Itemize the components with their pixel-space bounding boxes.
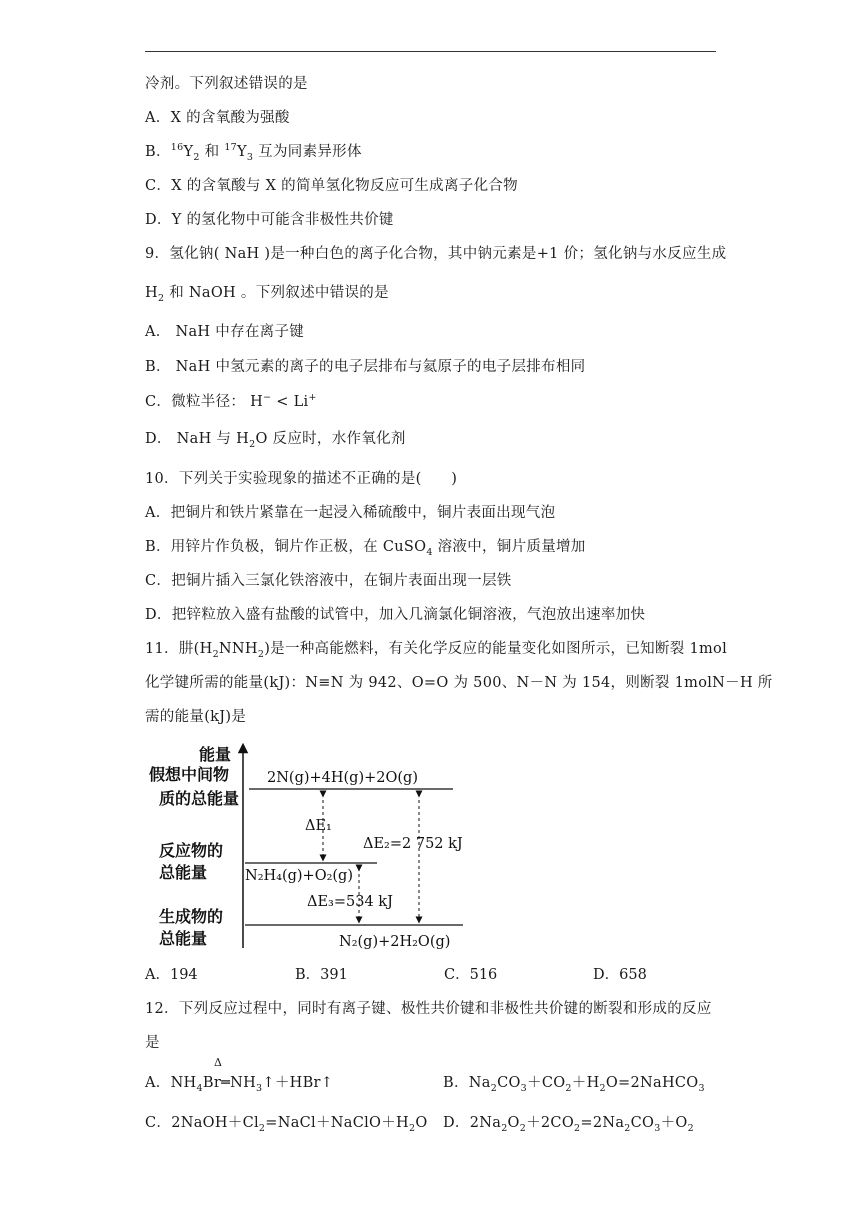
q12-option-c: C．$2NaOH+Cl_2=NaCl+NaClO+H_2O$ [145, 1115, 428, 1134]
q11-stem-line1: 11．肼$(H_2NNH_2)$是一种高能燃料，有关化学反应的能量变化如图所示，已知断裂 1mol [145, 641, 728, 660]
q12-stem-line2: 是 [145, 1035, 160, 1051]
level3-label-a: 生成物的 [159, 907, 224, 926]
level1-label-b: 质的总能量 [159, 789, 240, 808]
q8-option-a: A．X 的含氧酸为强酸 [145, 110, 290, 126]
level2-label-a: 反应物的 [159, 841, 224, 860]
q11-stem-line2: 化学键所需的能量(kJ)：N≡N 为 942、O=O 为 500、N－N 为 154，则断裂 1molN－H 所 [145, 675, 773, 691]
q10-option-c: C．把铜片插入三氯化铁溶液中，在铜片表面出现一层铁 [145, 573, 512, 589]
level1-label-a: 假想中间物 [149, 765, 230, 784]
header-rule [145, 51, 716, 52]
level2-label-b: 总能量 [159, 863, 208, 882]
q8-option-b: B．$^{16}Y_2$ 和 $^{17}Y_3$ 互为同素异形体 [145, 142, 362, 163]
q8-option-c: C．X 的含氧酸与 X 的简单氢化物反应可生成离子化合物 [145, 178, 518, 194]
delta-e1-label: ΔE₁ [305, 818, 332, 834]
axis-label-energy: 能量 [199, 745, 232, 764]
intermediate-species: 2N(g)+4H(g)+2O(g) [267, 770, 418, 786]
energy-diagram [145, 740, 475, 952]
q10-stem: 10．下列关于实验现象的描述不正确的是( ) [145, 471, 458, 487]
q11-option-c: C．516 [444, 967, 498, 983]
q8-stem-continuation: 冷剂。下列叙述错误的是 [145, 76, 308, 92]
delta-e2-label: ΔE₂=2 752 kJ [363, 836, 463, 852]
reactant-species: N₂H₄(g)+O₂(g) [245, 868, 353, 884]
q11-option-d: D．658 [593, 967, 647, 983]
q9-option-b: B． NaH 中氢元素的离子的电子层排布与氦原子的电子层排布相同 [145, 359, 586, 375]
q9-option-c: C．微粒半径： H− < Li+ [145, 392, 317, 410]
q9-option-a: A． NaH 中存在离子键 [145, 324, 305, 340]
heat-delta-symbol: Δ [214, 1056, 222, 1069]
q12-option-b: B．$Na_2CO_3+CO_2+H_2O=2NaHCO_3$ [443, 1075, 705, 1094]
product-species: N₂(g)+2H₂O(g) [339, 934, 451, 950]
q11-stem-line3: 需的能量(kJ)是 [145, 709, 247, 725]
level3-label-b: 总能量 [159, 929, 208, 948]
q11-option-a: A．194 [145, 967, 198, 983]
q10-option-b: B．用锌片作负极，铜片作正极，在 CuSO$_4$ 溶液中，铜片质量增加 [145, 539, 586, 558]
q11-option-b: B．391 [295, 967, 348, 983]
q9-option-d: D． NaH 与 $H_2O$ 反应时，水作氧化剂 [145, 431, 406, 450]
q9-stem-line1: 9．氢化钠( NaH )是一种白色的离子化合物，其中钠元素是+1 价；氢化钠与水反应生成 [145, 246, 727, 262]
q8-option-d: D．Y 的氢化物中可能含非极性共价键 [145, 212, 394, 228]
q12-stem-line1: 12．下列反应过程中，同时有离子键、极性共价键和非极性共价键的断裂和形成的反应 [145, 1001, 712, 1017]
q9-stem-line2: $H_2$ 和 NaOH 。下列叙述中错误的是 [145, 285, 389, 304]
q10-option-a: A．把铜片和铁片紧靠在一起浸入稀硫酸中，铜片表面出现气泡 [145, 505, 556, 521]
q10-option-d: D．把锌粒放入盛有盐酸的试管中，加入几滴氯化铜溶液，气泡放出速率加快 [145, 607, 646, 623]
q12-option-a: A．$NH_4Br═NH_3↑+HBr↑$ [145, 1075, 334, 1094]
delta-e3-label: ΔE₃=534 kJ [307, 894, 393, 910]
q12-option-d: D．$2Na_2O_2+2CO_2=2Na_2CO_3+O_2$ [443, 1115, 694, 1134]
